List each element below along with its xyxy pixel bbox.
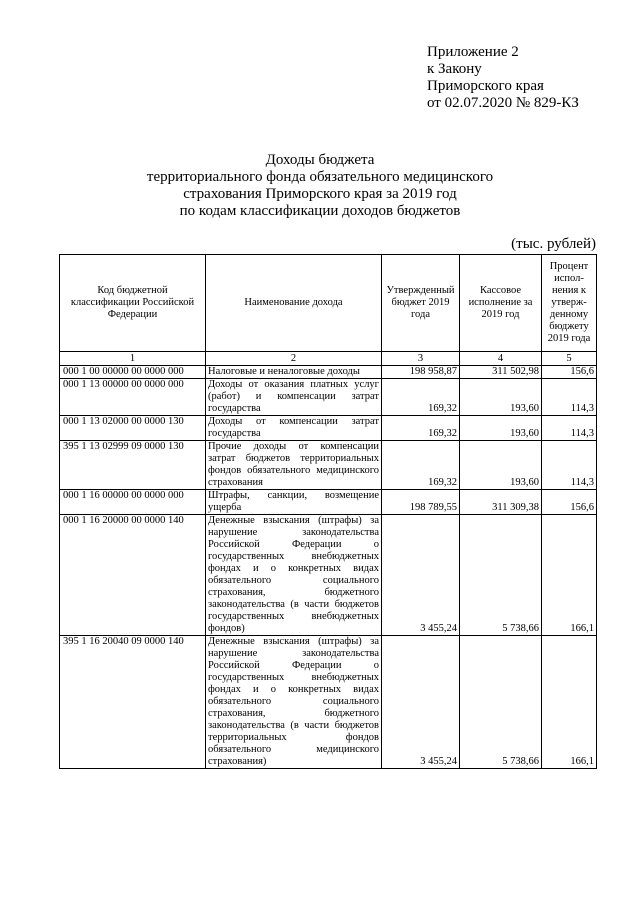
document-title: [0, 152, 640, 220]
row-approved: 169,32: [382, 441, 460, 490]
table-header-row: [60, 255, 597, 352]
row-approved: 198 789,55: [382, 490, 460, 515]
title-line: территориального фонда обязательного медицинского: [146, 169, 494, 185]
column-number: 2: [206, 352, 382, 366]
header-percent: Процент испол-нения к утверж-денному бюджету 2019 года: [542, 255, 597, 352]
column-number: 1: [60, 352, 206, 366]
row-code: 000 1 16 20000 00 0000 140: [60, 515, 206, 636]
row-approved: 169,32: [382, 416, 460, 441]
units-label: (тыс. рублей): [511, 236, 596, 252]
row-code: 000 1 00 00000 00 0000 000: [60, 366, 206, 379]
row-approved: 169,32: [382, 379, 460, 416]
row-code: 000 1 16 00000 00 0000 000: [60, 490, 206, 515]
table-row: [60, 636, 597, 769]
row-percent: 166,1: [542, 636, 597, 769]
row-name: Налоговые и неналоговые доходы: [206, 366, 382, 379]
appendix-line: от 02.07.2020 № 829-КЗ: [427, 95, 579, 111]
column-number: 5: [542, 352, 597, 366]
row-cash: 193,60: [460, 379, 542, 416]
row-code: 000 1 13 02000 00 0000 130: [60, 416, 206, 441]
row-percent: 156,6: [542, 366, 597, 379]
row-cash: 311 309,38: [460, 490, 542, 515]
row-code: 395 1 13 02999 09 0000 130: [60, 441, 206, 490]
row-percent: 114,3: [542, 416, 597, 441]
row-name: Доходы от оказания платных услуг (работ) и компенсации затрат государства: [206, 379, 382, 416]
row-percent: 114,3: [542, 379, 597, 416]
table-row: [60, 379, 597, 416]
row-code: 395 1 16 20040 09 0000 140: [60, 636, 206, 769]
revenue-table: [59, 254, 597, 769]
row-approved: 3 455,24: [382, 515, 460, 636]
table-row: [60, 490, 597, 515]
column-number: 4: [460, 352, 542, 366]
row-cash: 193,60: [460, 416, 542, 441]
row-name: Доходы от компенсации затрат государства: [206, 416, 382, 441]
row-cash: 311 502,98: [460, 366, 542, 379]
row-name: Штрафы, санкции, возмещение ущерба: [206, 490, 382, 515]
row-cash: 5 738,66: [460, 636, 542, 769]
title-line: по кодам классификации доходов бюджетов: [179, 203, 461, 219]
column-number: 3: [382, 352, 460, 366]
row-code: 000 1 13 00000 00 0000 000: [60, 379, 206, 416]
row-percent: 156,6: [542, 490, 597, 515]
row-approved: 198 958,87: [382, 366, 460, 379]
row-name: Прочие доходы от компенсации затрат бюджетов территориальных фондов обязательного медицинского страхования: [206, 441, 382, 490]
table-row: [60, 366, 597, 379]
row-name: Денежные взыскания (штрафы) за нарушение законодательства Российской Федерации о государственных внебюджетных фондах и о конкретных видах обязательного социального страхования, бюджетного законодательства (в части бюджетов территориальных фондов обязательного медицинского страхования): [206, 636, 382, 769]
appendix-line: Приморского края: [427, 78, 544, 94]
header-code: Код бюджетной классификации Российской Федерации: [60, 255, 206, 352]
table-row: [60, 441, 597, 490]
appendix-line: к Закону: [427, 61, 482, 77]
table-row: [60, 416, 597, 441]
header-name: Наименование дохода: [206, 255, 382, 352]
column-number-row: [60, 352, 597, 366]
title-line: Доходы бюджета: [265, 152, 375, 168]
row-approved: 3 455,24: [382, 636, 460, 769]
table-row: [60, 515, 597, 636]
row-cash: 193,60: [460, 441, 542, 490]
appendix-header: [427, 44, 579, 112]
title-line: страхования Приморского края за 2019 год: [183, 186, 457, 202]
appendix-line: Приложение 2: [427, 44, 519, 60]
row-percent: 114,3: [542, 441, 597, 490]
header-approved: Утвержденный бюджет 2019 года: [382, 255, 460, 352]
row-percent: 166,1: [542, 515, 597, 636]
row-cash: 5 738,66: [460, 515, 542, 636]
header-cash: Кассовое исполнение за 2019 год: [460, 255, 542, 352]
row-name: Денежные взыскания (штрафы) за нарушение законодательства Российской Федерации о государственных внебюджетных фондах и о конкретных видах обязательного социального страхования, бюджетного законодательства (в части бюджетов государственных внебюджетных фондов): [206, 515, 382, 636]
